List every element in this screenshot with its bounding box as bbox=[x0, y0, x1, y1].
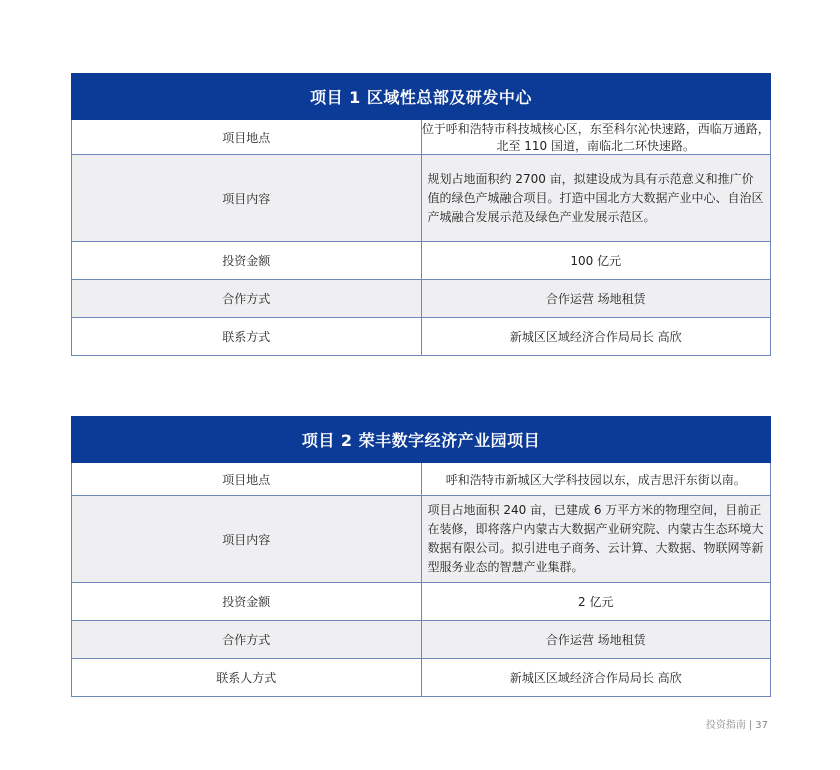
row-label: 项目地点 bbox=[72, 463, 422, 496]
row-value: 规划占地面积约 2700 亩，拟建设成为具有示范意义和推广价值的绿色产城融合项目。打造中国北方大数据产业中心、自治区产城融合发展示范及绿色产业发展示范区。 bbox=[421, 155, 771, 242]
project-2-table bbox=[71, 416, 771, 697]
table-row bbox=[72, 659, 771, 697]
table-row bbox=[72, 242, 771, 280]
row-label: 联系方式 bbox=[72, 318, 422, 356]
table-row bbox=[72, 155, 771, 242]
row-label: 项目内容 bbox=[72, 155, 422, 242]
row-value: 位于呼和浩特市科技城核心区，东至科尔沁快速路，西临万通路，北至 110 国道，南临北二环快速路。 bbox=[421, 120, 771, 155]
table-row bbox=[72, 280, 771, 318]
row-label: 合作方式 bbox=[72, 280, 422, 318]
project-2-title: 项目 2 荣丰数字经济产业园项目 bbox=[72, 417, 771, 463]
table-row bbox=[72, 318, 771, 356]
table-row bbox=[72, 621, 771, 659]
row-value: 2 亿元 bbox=[421, 583, 771, 621]
row-value: 新城区区域经济合作局局长 高欣 bbox=[421, 659, 771, 697]
row-label: 联系人方式 bbox=[72, 659, 422, 697]
row-value: 呼和浩特市新城区大学科技园以东，成吉思汗东街以南。 bbox=[421, 463, 771, 496]
page-number: 37 bbox=[755, 720, 768, 731]
row-value: 合作运营 场地租赁 bbox=[421, 280, 771, 318]
row-label: 项目地点 bbox=[72, 120, 422, 155]
project-1-title: 项目 1 区域性总部及研发中心 bbox=[72, 74, 771, 120]
row-value: 100 亿元 bbox=[421, 242, 771, 280]
table-row bbox=[72, 496, 771, 583]
row-label: 合作方式 bbox=[72, 621, 422, 659]
row-label: 投资金额 bbox=[72, 583, 422, 621]
table-row bbox=[72, 463, 771, 496]
footer-divider: | bbox=[748, 720, 753, 731]
project-1-table bbox=[71, 73, 771, 356]
table-row bbox=[72, 120, 771, 155]
table-row bbox=[72, 583, 771, 621]
row-label: 投资金额 bbox=[72, 242, 422, 280]
row-label: 项目内容 bbox=[72, 496, 422, 583]
row-value: 项目占地面积 240 亩，已建成 6 万平方米的物理空间，目前正在装修，即将落户内蒙古大数据产业研究院、内蒙古生态环境大数据有限公司。拟引进电子商务、云计算、大数据、物联网等新型服务业态的智慧产业集群。 bbox=[421, 496, 771, 583]
page-footer bbox=[706, 716, 768, 731]
footer-text: 投资指南 bbox=[705, 720, 746, 731]
row-value: 合作运营 场地租赁 bbox=[421, 621, 771, 659]
row-value: 新城区区域经济合作局局长 高欣 bbox=[421, 318, 771, 356]
